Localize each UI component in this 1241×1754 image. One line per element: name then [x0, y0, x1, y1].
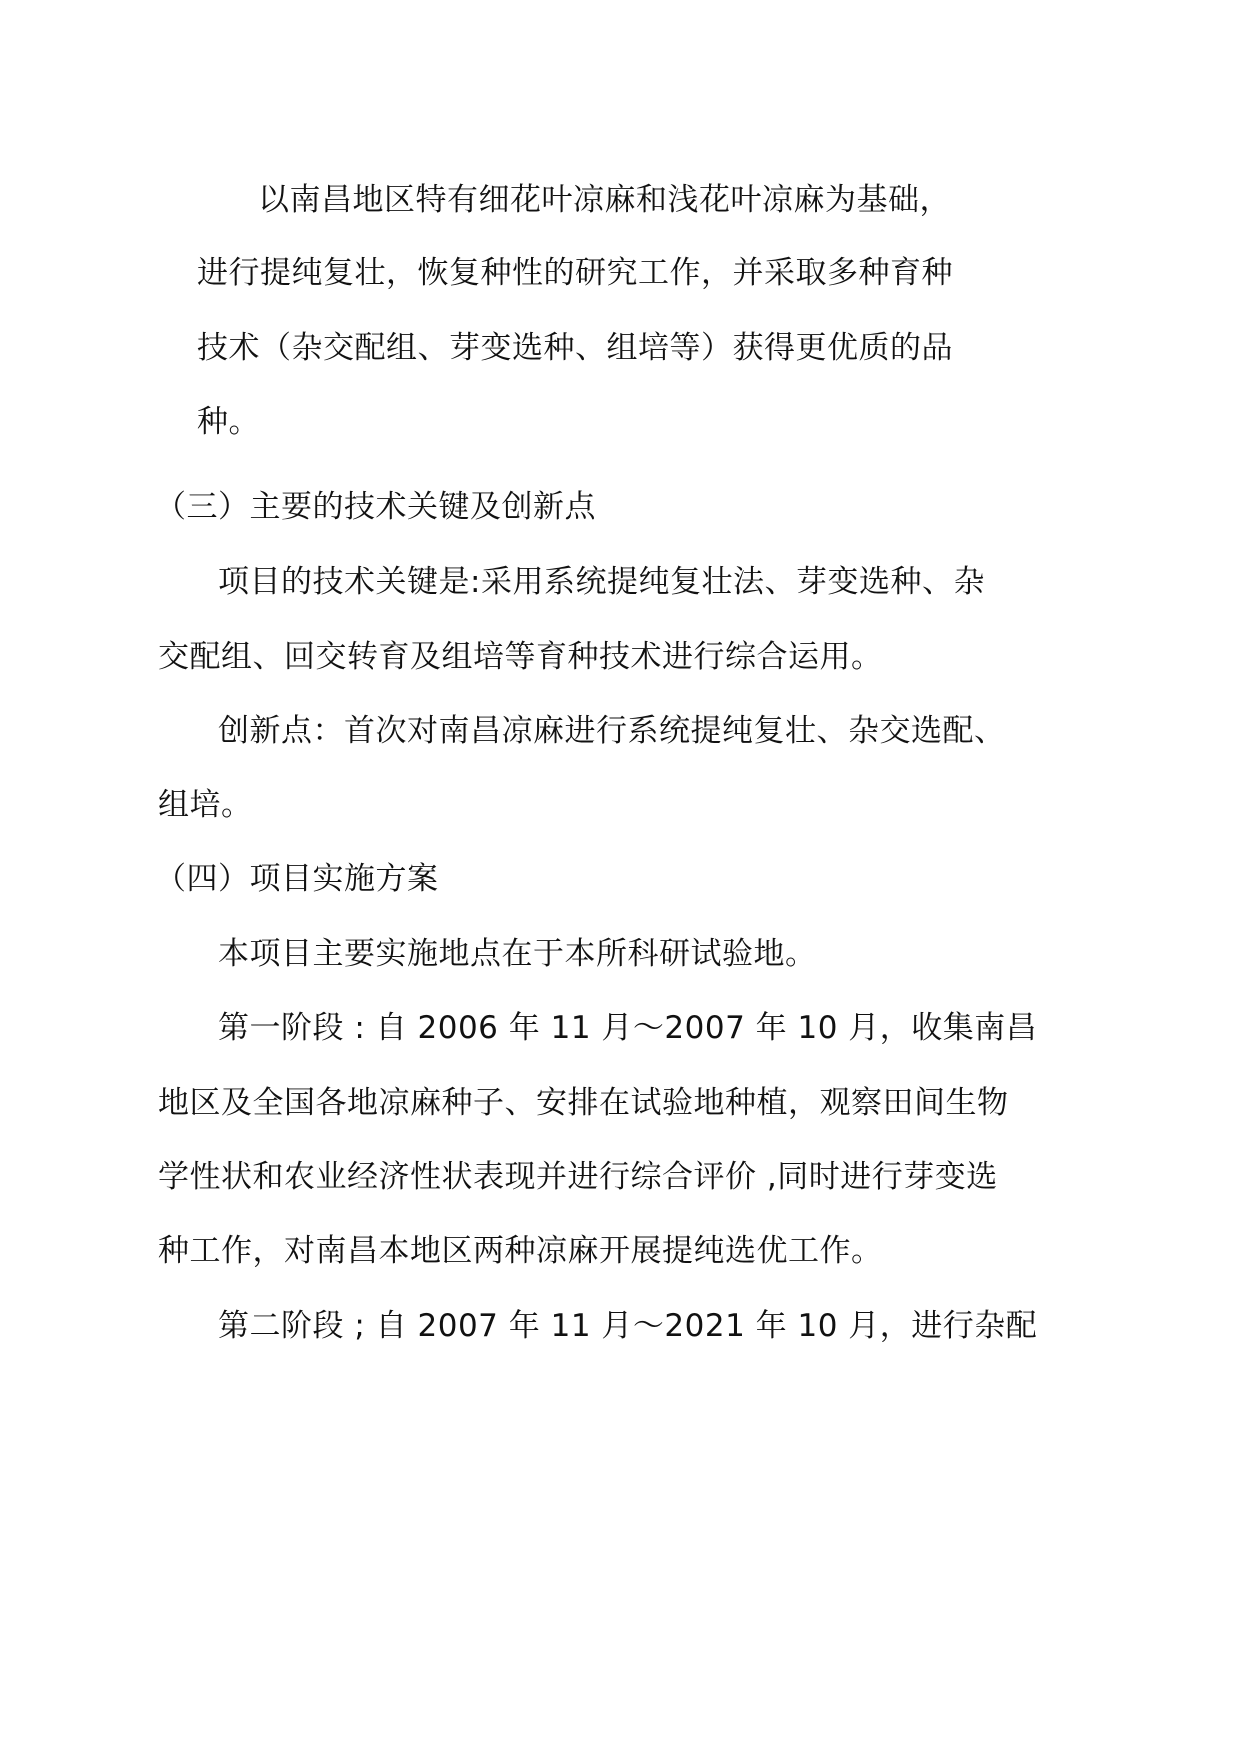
- body-text-line: 创新点：首次对南昌凉麻进行系统提纯复壮、杂交选配、: [218, 713, 1006, 749]
- body-text-line: 组培。: [158, 787, 253, 823]
- section-heading: （三）主要的技术关键及创新点: [155, 489, 596, 525]
- body-text-line: 项目的技术关键是:采用系统提纯复壮法、芽变选种、杂: [218, 564, 985, 600]
- body-text-line: 学性状和农业经济性状表现并进行综合评价 ,同时进行芽变选: [158, 1159, 998, 1195]
- body-text-line: 交配组、回交转育及组培等育种技术进行综合运用。: [158, 639, 883, 675]
- body-text-line: 种。: [197, 404, 260, 440]
- body-text-line: 第一阶段 : 自 2006 年 11 月～2007 年 10 月，收集南昌: [218, 1010, 1038, 1046]
- body-text-line: 地区及全国各地凉麻种子、安排在试验地种植，观察田间生物: [158, 1085, 1009, 1121]
- body-text-line: 以南昌地区特有细花叶凉麻和浅花叶凉麻为基础，: [258, 182, 951, 218]
- body-text-line: 种工作，对南昌本地区两种凉麻开展提纯选优工作。: [158, 1233, 883, 1269]
- section-heading: （四）项目实施方案: [155, 861, 439, 897]
- body-text-line: 进行提纯复壮，恢复种性的研究工作，并采取多种育种: [197, 255, 953, 291]
- body-text-line: 第二阶段 ; 自 2007 年 11 月～2021 年 10 月，进行杂配: [218, 1308, 1038, 1344]
- body-text-line: 本项目主要实施地点在于本所科研试验地。: [218, 936, 817, 972]
- body-text-line: 技术（杂交配组、芽变选种、组培等）获得更优质的品: [197, 330, 953, 366]
